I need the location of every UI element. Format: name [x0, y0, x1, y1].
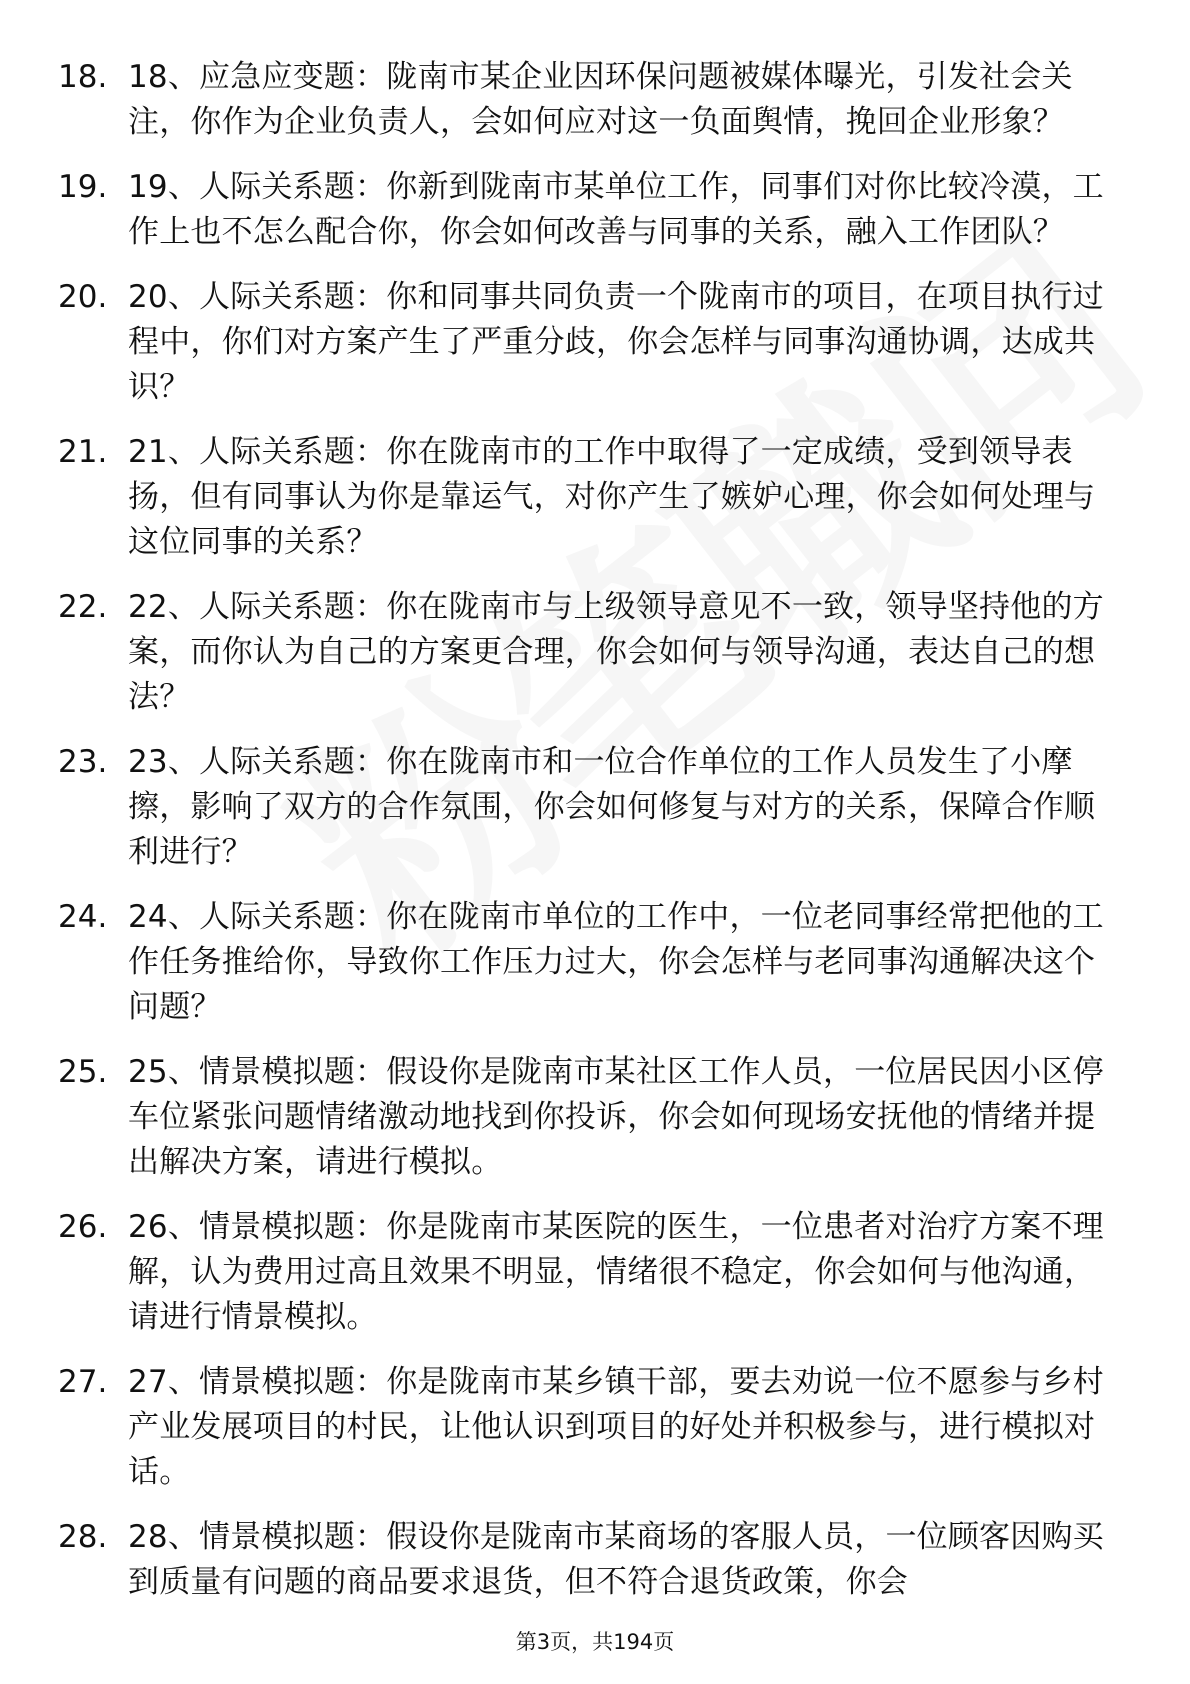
question-number: 24.: [58, 899, 108, 935]
question-number: 23.: [58, 744, 108, 780]
question-text: 25、情景模拟题：假设你是陇南市某社区工作人员，一位居民因小区停车位紧张问题情绪激动地找到你投诉，你会如何现场安抚他的情绪并提出解决方案，请进行模拟。: [128, 1054, 1104, 1180]
question-number: 19.: [58, 169, 108, 205]
question-number: 22.: [58, 589, 108, 625]
question-item-20: [0, 275, 1190, 410]
question-text: 18、应急应变题：陇南市某企业因环保问题被媒体曝光，引发社会关注，你作为企业负责人，会如何应对这一负面舆情，挽回企业形象？: [128, 59, 1073, 140]
question-number: 18.: [58, 59, 108, 95]
question-item-22: [0, 585, 1190, 720]
question-number: 27.: [58, 1364, 108, 1400]
question-item-21: [0, 430, 1190, 565]
question-item-26: [0, 1205, 1190, 1340]
question-number: 20.: [58, 279, 108, 315]
question-number: 25.: [58, 1054, 108, 1090]
question-item-28: [0, 1515, 1190, 1605]
question-text: 20、人际关系题：你和同事共同负责一个陇南市的项目，在项目执行过程中，你们对方案产生了严重分歧，你会怎样与同事沟通协调，达成共识？: [128, 279, 1104, 405]
question-text: 28、情景模拟题：假设你是陇南市某商场的客服人员，一位顾客因购买到质量有问题的商品要求退货，但不符合退货政策，你会: [128, 1519, 1104, 1600]
question-item-19: [0, 165, 1190, 255]
question-text: 19、人际关系题：你新到陇南市某单位工作，同事们对你比较冷漠，工作上也不怎么配合你，你会如何改善与同事的关系，融入工作团队？: [128, 169, 1104, 250]
page-footer: 第3页，共194页: [515, 1630, 675, 1654]
question-item-18: [0, 55, 1190, 145]
question-text: 23、人际关系题：你在陇南市和一位合作单位的工作人员发生了小摩擦，影响了双方的合作氛围，你会如何修复与对方的关系，保障合作顺利进行？: [128, 744, 1096, 870]
question-number: 26.: [58, 1209, 108, 1245]
question-item-25: [0, 1050, 1190, 1185]
question-text: 22、人际关系题：你在陇南市与上级领导意见不一致，领导坚持他的方案，而你认为自己的方案更合理，你会如何与领导沟通，表达自己的想法？: [128, 589, 1104, 715]
question-list: [0, 55, 1190, 1625]
question-text: 27、情景模拟题：你是陇南市某乡镇干部，要去劝说一位不愿参与乡村产业发展项目的村民，让他认识到项目的好处并积极参与，进行模拟对话。: [128, 1364, 1104, 1490]
question-item-23: [0, 740, 1190, 875]
question-item-24: [0, 895, 1190, 1030]
question-number: 21.: [58, 434, 108, 470]
question-item-27: [0, 1360, 1190, 1495]
question-number: 28.: [58, 1519, 108, 1555]
question-text: 21、人际关系题：你在陇南市的工作中取得了一定成绩，受到领导表扬，但有同事认为你是靠运气，对你产生了嫉妒心理，你会如何处理与这位同事的关系？: [128, 434, 1096, 560]
question-text: 24、人际关系题：你在陇南市单位的工作中，一位老同事经常把他的工作任务推给你，导致你工作压力过大，你会怎样与老同事沟通解决这个问题？: [128, 899, 1104, 1025]
question-text: 26、情景模拟题：你是陇南市某医院的医生，一位患者对治疗方案不理解，认为费用过高且效果不明显，情绪很不稳定，你会如何与他沟通，请进行情景模拟。: [128, 1209, 1104, 1335]
